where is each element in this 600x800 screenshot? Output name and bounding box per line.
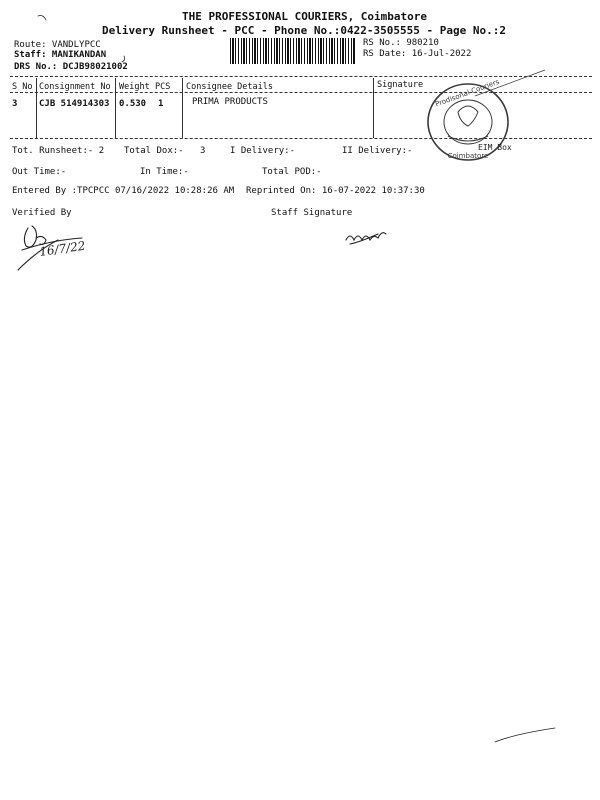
runsheet-subtitle: Delivery Runsheet - PCC - Phone No.:0422-3505555 - Page No.:2 bbox=[102, 24, 506, 37]
col-header-weight: Weight bbox=[119, 82, 150, 92]
cell-weight: 0.530 bbox=[119, 99, 147, 109]
reprinted-on: Reprinted On: 16-07-2022 10:37:30 bbox=[246, 186, 425, 196]
staff-label: Staff: MANIKANDAN bbox=[14, 50, 107, 60]
entered-by: Entered By :TPCPCC 07/16/2022 10:28:26 AM bbox=[12, 186, 235, 196]
col-header-consignment: Consignment No bbox=[39, 82, 111, 92]
total-dox-label: Total Dox:- bbox=[124, 146, 184, 156]
second-delivery: II Delivery:- bbox=[342, 146, 413, 156]
route-label: Route: VANDLYPCC bbox=[14, 40, 101, 50]
first-delivery: I Delivery:- bbox=[230, 146, 296, 156]
col-header-pcs: PCS bbox=[155, 82, 171, 92]
tot-runsheet: Tot. Runsheet:- 2 bbox=[12, 146, 105, 156]
total-dox-value: 3 bbox=[200, 146, 206, 156]
staff-signature-label: Staff Signature bbox=[271, 208, 353, 218]
stamp-overprint: EIM Box bbox=[478, 143, 512, 152]
col-header-sno: S No bbox=[12, 82, 33, 92]
verified-signature: 16/7/22 bbox=[38, 238, 87, 259]
cell-sno: 3 bbox=[12, 99, 18, 109]
total-pod: Total POD:- bbox=[262, 167, 322, 177]
drs-number: DRS No.: DCJB98021002 bbox=[14, 62, 128, 72]
in-time: In Time:- bbox=[140, 167, 189, 177]
col-header-consignee: Consignee Details bbox=[186, 82, 273, 92]
verified-by-label: Verified By bbox=[12, 208, 72, 218]
cell-consignee: PRIMA PRODUCTS bbox=[192, 97, 268, 107]
cell-consignment: CJB 514914303 bbox=[39, 99, 110, 109]
company-title: THE PROFESSIONAL COURIERS, Coimbatore bbox=[182, 10, 428, 23]
out-time: Out Time:- bbox=[12, 167, 67, 177]
stamp-text-bottom: Coimbatore bbox=[447, 152, 489, 160]
rs-date: RS Date: 16-Jul-2022 bbox=[363, 49, 472, 59]
col-header-signature: Signature bbox=[377, 80, 424, 90]
rs-number: RS No.: 980210 bbox=[363, 38, 439, 48]
cell-pcs: 1 bbox=[158, 99, 164, 109]
stamp-text-top: Prodisonal Couriers bbox=[434, 77, 501, 109]
